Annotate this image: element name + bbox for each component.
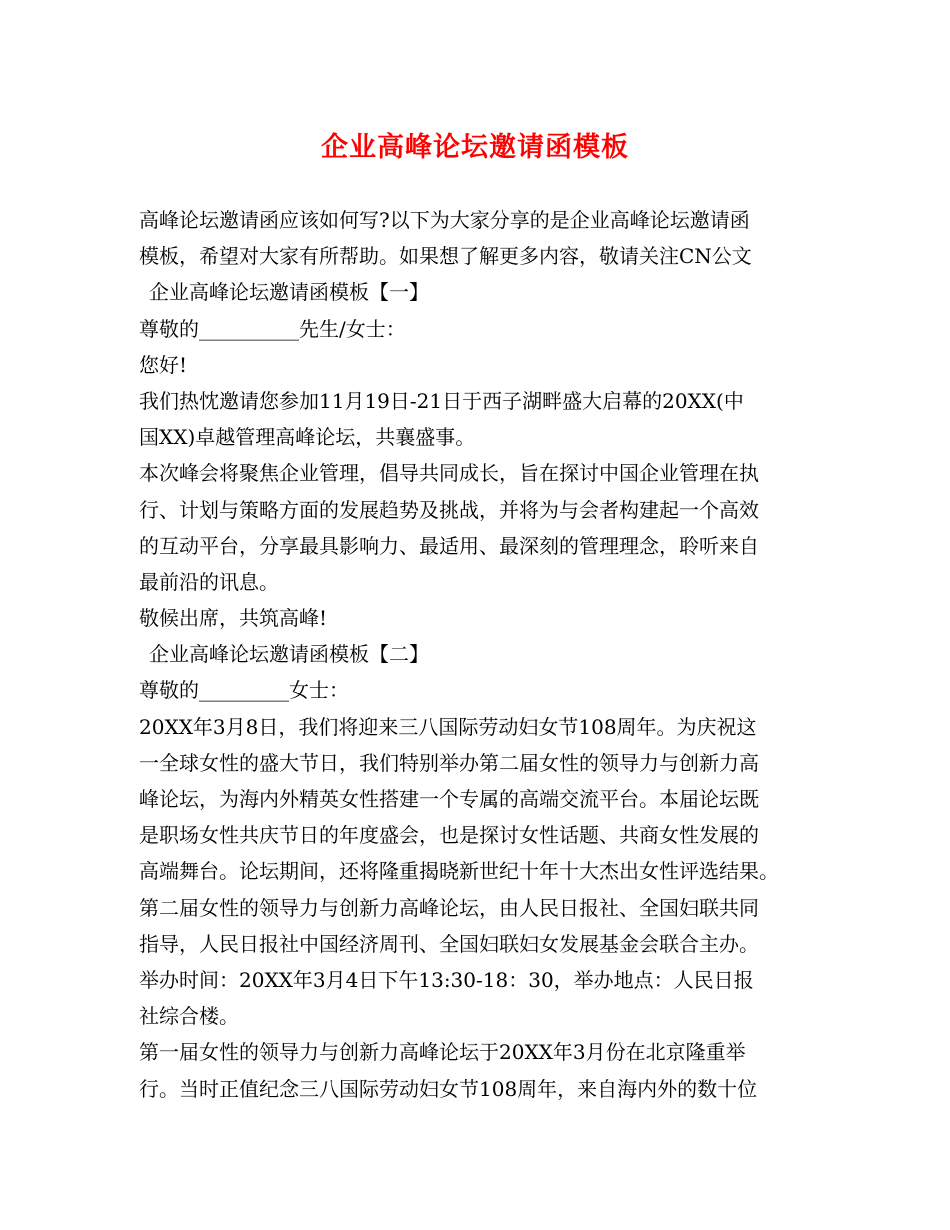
body-line: 行、计划与策略方面的发展趋势及挑战，并将为与会者构建起一个高效	[139, 497, 759, 522]
body-line: 20XX年3月8日，我们将迎来三八国际劳动妇女节108周年。为庆祝这	[139, 714, 757, 739]
body-line: 行。当时正值纪念三八国际劳动妇女节108周年，来自海内外的数十位	[139, 1076, 758, 1101]
body-line: 第一届女性的领导力与创新力高峰论坛于20XX年3月份在北京隆重举	[139, 1040, 746, 1065]
body-line: 一全球女性的盛大节日，我们特别举办第二届女性的领导力与创新力高	[139, 750, 759, 775]
section-heading-2: 企业高峰论坛邀请函模板【二】	[149, 642, 429, 667]
document-body	[139, 202, 819, 1107]
body-line: 高端舞台。论坛期间，还将隆重揭晓新世纪十年十大杰出女性评选结果。	[139, 859, 779, 884]
body-line: 举办时间：20XX年3月4日下午13:30-18：30，举办地点：人民日报	[139, 967, 754, 992]
body-line: 第二届女性的领导力与创新力高峰论坛，由人民日报社、全国妇联共同	[139, 895, 759, 920]
body-line: 峰论坛，为海内外精英女性搭建一个专属的高端交流平台。本届论坛既	[139, 787, 759, 811]
body-line: 是职场女性共庆节日的年度盛会，也是探讨女性话题、共商女性发展的	[139, 823, 759, 848]
document-title: 企业高峰论坛邀请函模板	[321, 132, 629, 163]
body-line: 高峰论坛邀请函应该如何写?以下为大家分享的是企业高峰论坛邀请函	[139, 208, 750, 232]
body-line: 的互动平台，分享最具影响力、最适用、最深刻的管理理念，聆听来自	[139, 533, 759, 558]
section-heading-1: 企业高峰论坛邀请函模板【一】	[149, 280, 429, 305]
salutation-line: 尊敬的_________女士：	[139, 678, 349, 703]
body-line: 我们热忱邀请您参加11月19日-21日于西子湖畔盛大启幕的20XX(中	[139, 388, 744, 413]
body-line: 指导，人民日报社中国经济周刊、全国妇联妇女发展基金会联合主办。	[139, 931, 759, 956]
salutation-line: 尊敬的__________先生/女士：	[139, 316, 406, 341]
closing-line: 敬候出席，共筑高峰!	[139, 606, 328, 631]
body-line: 模板，希望对大家有所帮助。如果想了解更多内容，敬请关注CN公文	[139, 244, 752, 269]
body-line: 本次峰会将聚焦企业管理，倡导共同成长，旨在探讨中国企业管理在执	[139, 461, 759, 486]
body-line: 国XX)卓越管理高峰论坛，共襄盛事。	[139, 425, 476, 450]
greeting-line: 您好!	[139, 352, 188, 377]
body-line: 最前沿的讯息。	[139, 569, 279, 594]
body-line: 社综合楼。	[139, 1004, 239, 1029]
